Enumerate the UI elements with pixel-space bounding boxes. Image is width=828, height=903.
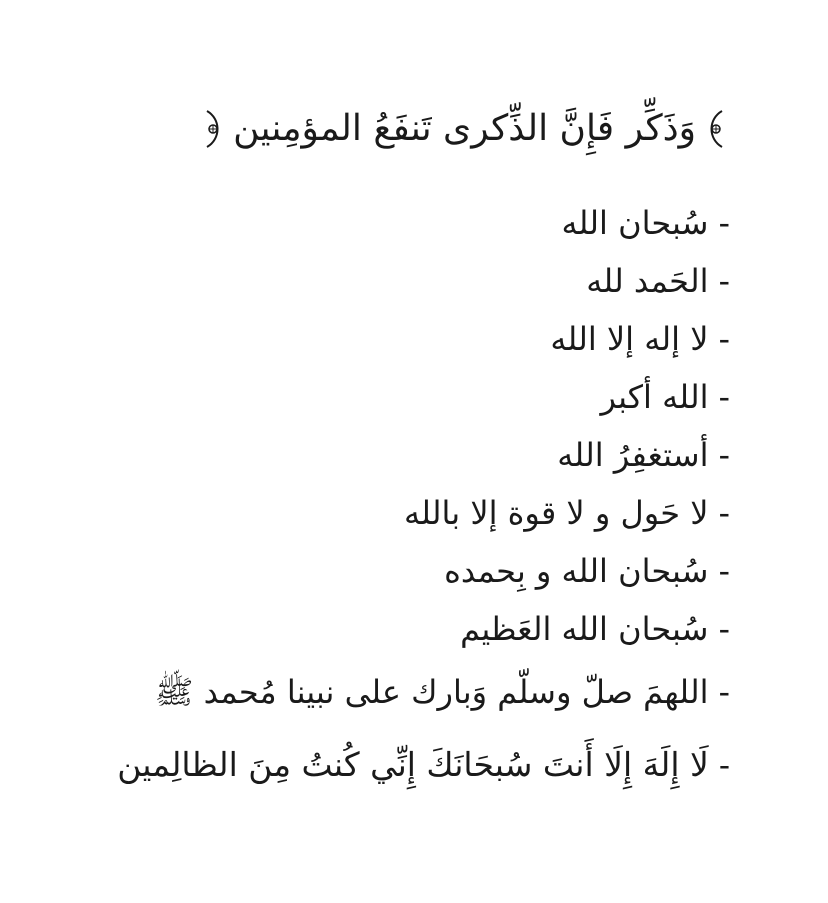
list-item bbox=[117, 658, 730, 726]
list-dash: - bbox=[718, 204, 730, 242]
list-item bbox=[117, 368, 730, 426]
list-dash: - bbox=[718, 745, 730, 784]
list-item-text: الله أكبر bbox=[600, 378, 709, 416]
list-item-text: سُبحان الله bbox=[561, 204, 709, 242]
list-item-text: سُبحان الله العَظيم bbox=[460, 610, 709, 648]
list-item-text: الحَمد لله bbox=[586, 262, 709, 300]
list-item-text: لا إله إلا الله bbox=[550, 320, 709, 358]
ornament-bracket-right-icon bbox=[702, 109, 730, 149]
list-item-text: سُبحان الله و بِحمده bbox=[444, 552, 709, 590]
list-item-text: لا حَول و لا قوة إلا بالله bbox=[404, 494, 709, 532]
list-item bbox=[117, 484, 730, 542]
list-dash: - bbox=[718, 610, 730, 648]
verse-text: وَذَكِّر فَإِنَّ الذِّكرى تَنفَعُ المؤمِنين bbox=[233, 108, 696, 149]
list-item-text: أستغفِرُ الله bbox=[557, 436, 709, 474]
adhkar-list bbox=[117, 194, 730, 804]
list-item bbox=[117, 726, 730, 804]
list-dash: - bbox=[718, 378, 730, 416]
list-dash: - bbox=[718, 552, 730, 590]
list-item bbox=[117, 252, 730, 310]
list-item bbox=[117, 426, 730, 484]
ornament-bracket-left-icon bbox=[199, 109, 227, 149]
list-dash: - bbox=[718, 262, 730, 300]
list-item bbox=[117, 194, 730, 252]
list-item-text: اللهمَ صلّ وسلّم وَبارك على نبينا مُحمد ﷺ bbox=[154, 673, 709, 711]
list-item bbox=[117, 310, 730, 368]
list-item bbox=[117, 600, 730, 658]
list-dash: - bbox=[718, 320, 730, 358]
list-item bbox=[117, 542, 730, 600]
list-dash: - bbox=[718, 436, 730, 474]
list-item-text: لَا إِلَهَ إِلَا أَنتَ سُبحَانَكَ إِنِّي كُنتُ مِنَ الظالِمين bbox=[117, 745, 709, 784]
list-dash: - bbox=[718, 673, 730, 711]
quran-verse-heading bbox=[199, 104, 730, 154]
list-dash: - bbox=[718, 494, 730, 532]
